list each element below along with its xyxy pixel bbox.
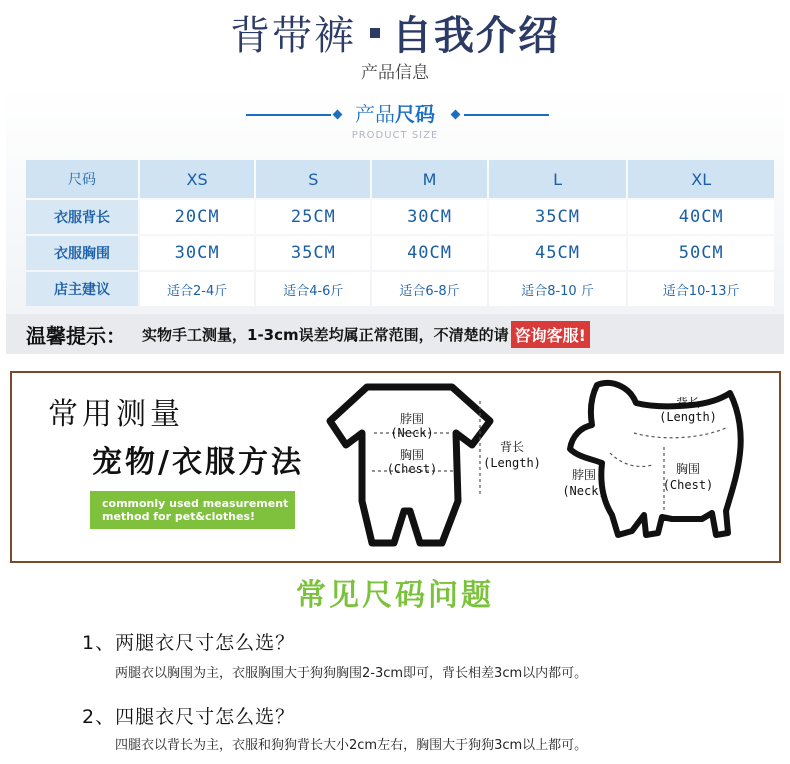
title-part2: 自我介绍 <box>392 13 560 59</box>
size-col: M <box>372 160 486 198</box>
header-label: 尺码 <box>26 160 138 198</box>
size-col: L <box>489 160 627 198</box>
faq-answer-2: 四腿衣以背长为主，衣服和狗狗背长大小2cm左右，胸围大于狗狗3cm以上都可。 <box>115 738 588 753</box>
faq-answer-1: 两腿衣以胸围为主，衣服胸围大于狗狗胸围2-3cm即可，背长相差3cm以内都可。 <box>115 666 588 681</box>
table-cell: 适合6-8斤 <box>372 272 486 306</box>
title-dot <box>370 28 380 38</box>
table-cell: 适合2-4斤 <box>140 272 254 306</box>
cloth-back-cn: 背长 <box>499 440 525 454</box>
dog-chest-cn: 胸围 <box>675 462 701 476</box>
row-label: 衣服胸围 <box>26 236 138 270</box>
dog-back-en: (Length) <box>659 410 717 424</box>
dog-chest-en: (Chest) <box>662 478 714 492</box>
dog-back-cn: 背长 <box>675 396 701 410</box>
table-cell: 适合8-10 斤 <box>489 272 627 306</box>
dog-neck-line <box>610 453 652 467</box>
cloth-back-en: (Length) <box>483 456 541 470</box>
table-cell: 40CM <box>372 236 486 270</box>
page-title <box>0 4 790 61</box>
dog-neck-en: (Neck) <box>562 484 606 498</box>
faq-title: 常见尺码问题 <box>296 578 494 613</box>
heading-line-right <box>464 114 549 116</box>
table-cell: 45CM <box>489 236 627 270</box>
dog-neck-cn: 脖围 <box>571 468 597 482</box>
size-table <box>24 158 776 308</box>
page-subtitle: 产品信息 <box>361 63 429 83</box>
title-part1: 背带裤 <box>230 13 356 59</box>
contact-service-button[interactable]: 咨询客服! <box>511 321 590 348</box>
cloth-neck-en: (Neck) <box>390 426 434 440</box>
tip-label: 温馨提示： <box>26 323 126 348</box>
size-col: S <box>256 160 370 198</box>
size-heading <box>6 96 784 142</box>
size-heading-en: PRODUCT SIZE <box>351 130 439 141</box>
table-row <box>26 236 774 270</box>
table-cell: 35CM <box>256 236 370 270</box>
table-cell: 25CM <box>256 200 370 234</box>
table-cell: 50CM <box>628 236 774 270</box>
measure-badge: commonly used measurement method for pet&clothes! <box>90 491 295 529</box>
size-col: XS <box>140 160 254 198</box>
tip-text: 实物手工测量，1-3cm误差均属正常范围，不清楚的请 <box>142 325 509 344</box>
measure-title-1: 常用测量 <box>48 397 184 432</box>
dog-icon <box>570 383 741 535</box>
row-label: 店主建议 <box>26 272 138 306</box>
table-cell: 适合4-6斤 <box>256 272 370 306</box>
cloth-neck-cn: 脖围 <box>399 412 425 426</box>
measure-title-2: 宠物/衣服方法 <box>92 445 304 480</box>
size-section <box>6 86 784 314</box>
header <box>0 0 790 84</box>
faq-question-1: 1、两腿衣尺寸怎么选？ <box>82 632 296 654</box>
table-cell: 35CM <box>489 200 627 234</box>
table-row <box>26 200 774 234</box>
size-heading-cn: 产品尺码 <box>355 102 435 126</box>
dog-back-line <box>634 427 728 438</box>
size-table-header-row <box>26 160 774 198</box>
measurement-panel <box>10 371 781 563</box>
table-cell: 20CM <box>140 200 254 234</box>
cloth-chest-en: (Chest) <box>386 462 438 476</box>
faq-question-2: 2、四腿衣尺寸怎么选？ <box>82 706 296 728</box>
size-col: XL <box>628 160 774 198</box>
measurement-illustration <box>12 373 779 561</box>
table-row <box>26 272 774 306</box>
table-cell: 30CM <box>140 236 254 270</box>
table-cell: 40CM <box>628 200 774 234</box>
table-cell: 适合10-13斤 <box>628 272 774 306</box>
table-cell: 30CM <box>372 200 486 234</box>
tip-bar <box>6 314 784 354</box>
cloth-chest-cn: 胸围 <box>399 448 425 462</box>
row-label: 衣服背长 <box>26 200 138 234</box>
